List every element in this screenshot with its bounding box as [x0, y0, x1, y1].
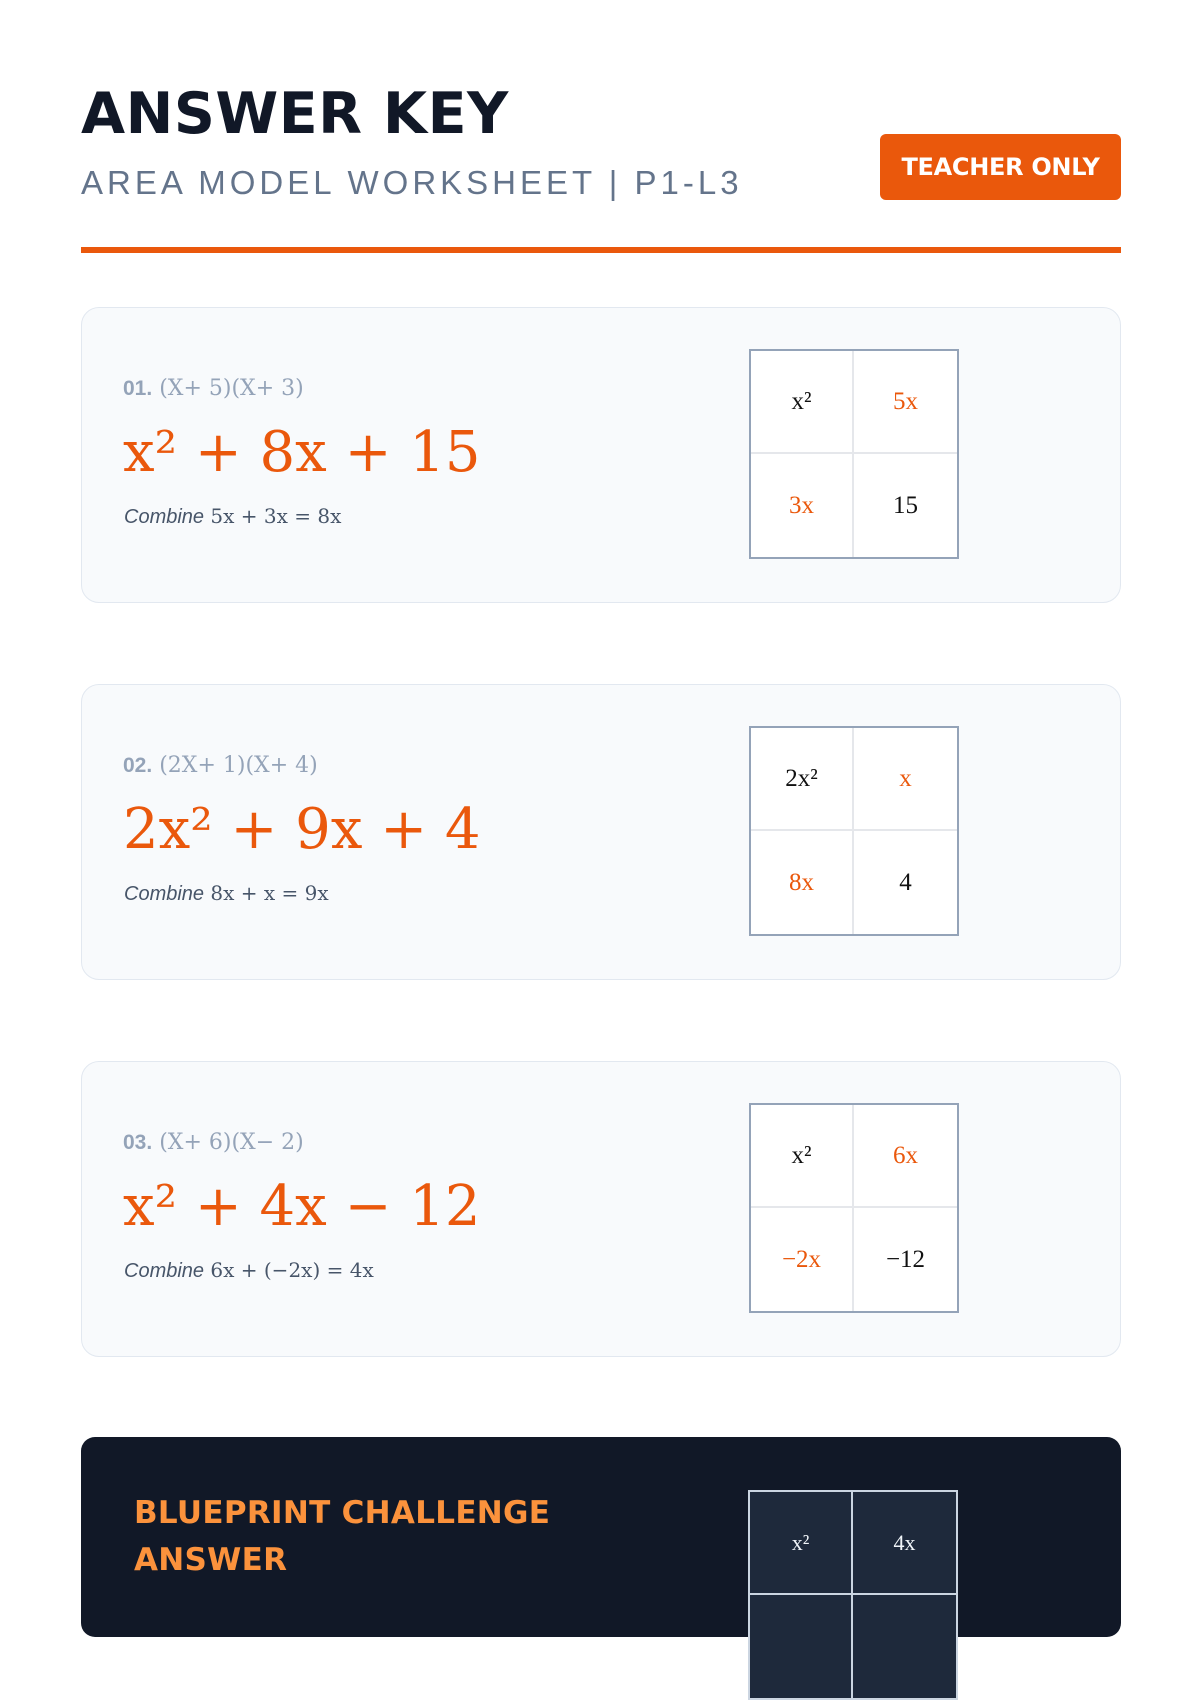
- note-word: Combine: [124, 506, 205, 528]
- header-divider: [81, 247, 1121, 253]
- grid-cell-top-right: 4x: [853, 1492, 956, 1595]
- grid-cell-top-left: x²: [750, 1492, 853, 1595]
- problem-card: [81, 307, 1121, 603]
- grid-cell-top-right: x: [854, 728, 957, 831]
- problem-label: [123, 753, 318, 778]
- note-math: 6x + (−2x) = 4x: [210, 1258, 374, 1282]
- note-math: 5x + 3x = 8x: [210, 504, 342, 528]
- grid-cell-bottom-left: 8x: [751, 831, 854, 934]
- grid-cell-bottom-right: 15: [893, 491, 918, 519]
- grid-cell-bottom-left: 3x: [751, 454, 854, 557]
- problem-card: [81, 1061, 1121, 1357]
- note-word: Combine: [124, 883, 205, 905]
- page-subtitle: AREA MODEL WORKSHEET | P1-L3: [81, 164, 743, 201]
- teacher-only-badge: TEACHER ONLY: [880, 134, 1121, 200]
- area-model-grid: [749, 349, 959, 559]
- note-math: 8x + x = 9x: [210, 881, 329, 905]
- problem-label: [123, 376, 304, 401]
- area-model-grid: [749, 726, 959, 936]
- challenge-title: BLUEPRINT CHALLENGE ANSWER: [134, 1495, 551, 1578]
- grid-cell-top-left: x²: [751, 1105, 854, 1208]
- problem-expression: (X+ 6)(X− 2): [159, 1130, 304, 1155]
- grid-cell-bottom-left: −2x: [751, 1208, 854, 1311]
- problem-number: 03.: [123, 1131, 153, 1154]
- problem-card: [81, 684, 1121, 980]
- problem-number: 02.: [123, 754, 153, 777]
- grid-cell-bottom-right: −12: [885, 1245, 926, 1273]
- problem-answer: x² + 4x − 12: [123, 1174, 481, 1239]
- problem-note: [124, 1258, 374, 1283]
- blueprint-challenge-panel: [81, 1437, 1121, 1637]
- grid-cell-top-left: x²: [751, 351, 854, 454]
- note-word: Combine: [124, 1260, 205, 1282]
- page-title: ANSWER KEY: [81, 81, 509, 147]
- problem-label: [123, 1130, 304, 1155]
- problem-number: 01.: [123, 377, 153, 400]
- grid-cell-bottom-right: 4: [899, 868, 912, 896]
- grid-cell-top-right: 6x: [854, 1105, 957, 1208]
- problem-note: [124, 504, 341, 529]
- grid-cell-bottom-left: [750, 1595, 853, 1698]
- grid-cell-bottom-right: [853, 1595, 956, 1698]
- problem-answer: x² + 8x + 15: [123, 420, 481, 485]
- problem-answer: 2x² + 9x + 4: [123, 797, 481, 862]
- area-model-grid: [749, 1103, 959, 1313]
- grid-cell-top-right: 5x: [854, 351, 957, 454]
- problem-expression: (2X+ 1)(X+ 4): [159, 753, 318, 778]
- grid-cell-top-left: 2x²: [751, 728, 854, 831]
- problem-note: [124, 881, 329, 906]
- challenge-area-grid: [748, 1490, 958, 1700]
- problem-expression: (X+ 5)(X+ 3): [159, 376, 304, 401]
